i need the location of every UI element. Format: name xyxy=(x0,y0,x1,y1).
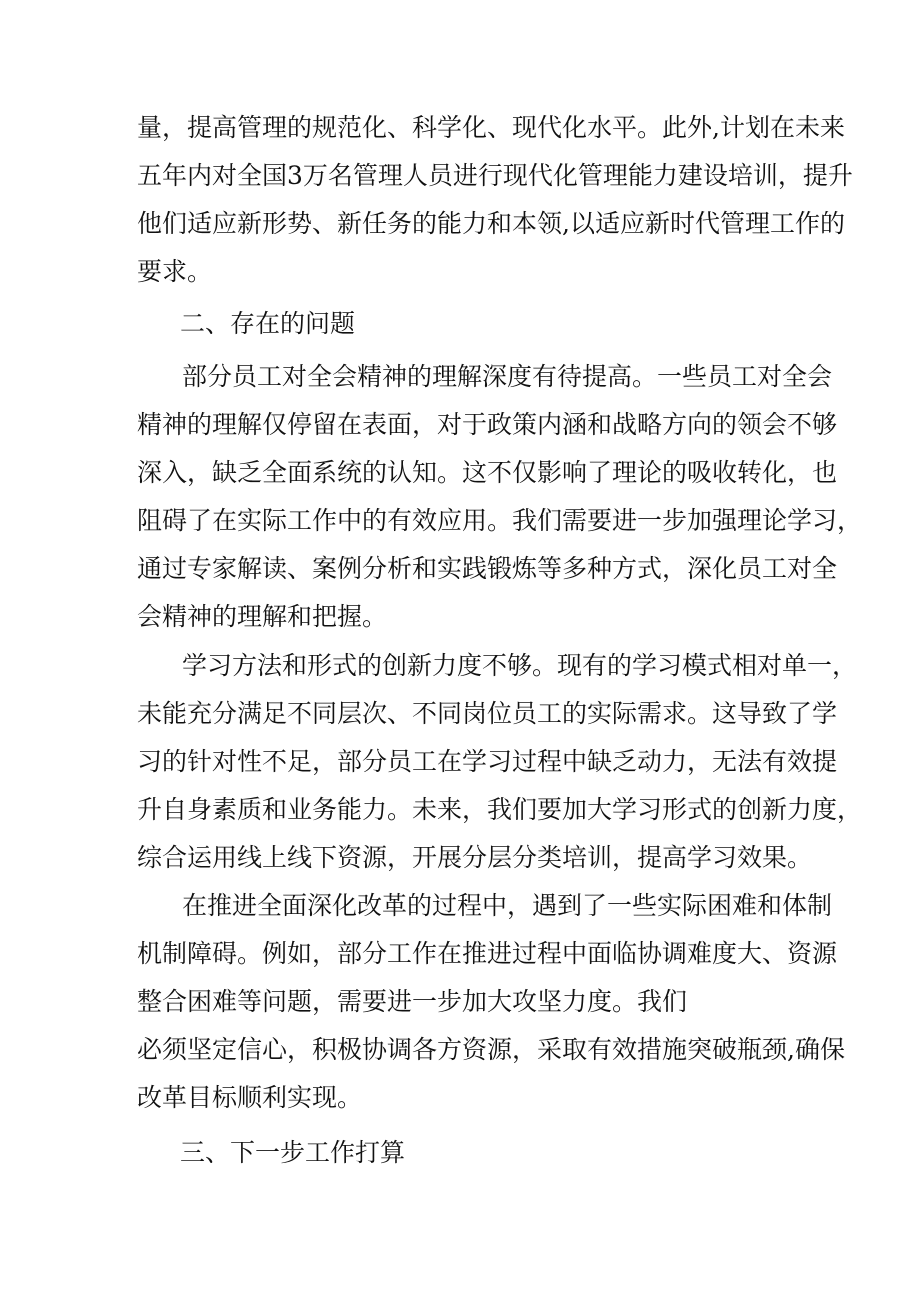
paragraph-line: 量，提高管理的规范化、科学化、现代化水平。此外,计划在未来 xyxy=(137,113,845,142)
paragraph-line: 深入，缺乏全面系统的认知。这不仅影响了理论的吸收转化，也 xyxy=(137,458,838,487)
paragraph-line: 改革目标顺利实现。 xyxy=(137,1083,363,1112)
paragraph-line: 机制障碍。例如，部分工作在推进过程中面临协调难度大、资源 xyxy=(137,939,838,968)
paragraph-line: 在推进全面深化改革的过程中，遇到了一些实际困难和体制 xyxy=(182,891,833,920)
paragraph-line: 通过专家解读、案例分析和实践锻炼等多种方式，深化员工对全 xyxy=(137,554,838,583)
paragraph-line: 部分员工对全会精神的理解深度有待提高。一些员工对全会 xyxy=(182,362,833,391)
paragraph-line: 习的针对性不足，部分员工在学习过程中缺乏动力，无法有效提 xyxy=(137,747,838,776)
paragraph-line: 要求。 xyxy=(137,257,213,286)
paragraph-line: 必须坚定信心，积极协调各方资源，采取有效措施突破瓶颈,确保 xyxy=(137,1035,845,1064)
paragraph-line: 阻碍了在实际工作中的有效应用。我们需要进一步加强理论学习， xyxy=(137,506,863,535)
paragraph-line: 他们适应新形势、新任务的能力和本领,以适应新时代管理工作的 xyxy=(137,209,845,238)
paragraph-line: 未能充分满足不同层次、不同岗位员工的实际需求。这导致了学 xyxy=(137,699,838,728)
paragraph-line: 会精神的理解和把握。 xyxy=(137,602,388,631)
paragraph-line: 学习方法和形式的创新力度不够。现有的学习模式相对单一， xyxy=(182,651,858,680)
paragraph-line: 整合困难等问题，需要进一步加大攻坚力度。我们 xyxy=(137,987,688,1016)
section-heading-next-steps: 三、下一步工作打算 xyxy=(180,1138,406,1167)
paragraph-line: 综合运用线上线下资源，开展分层分类培训，提高学习效果。 xyxy=(137,843,813,872)
paragraph-line: 升自身素质和业务能力。未来，我们要加大学习形式的创新力度， xyxy=(137,795,863,824)
paragraph-line: 精神的理解仅停留在表面，对于政策内涵和战略方向的领会不够 xyxy=(137,410,838,439)
paragraph-line: 五年内对全国3万名管理人员进行现代化管理能力建设培训，提升 xyxy=(137,161,853,190)
section-heading-problems: 二、存在的问题 xyxy=(180,309,356,338)
